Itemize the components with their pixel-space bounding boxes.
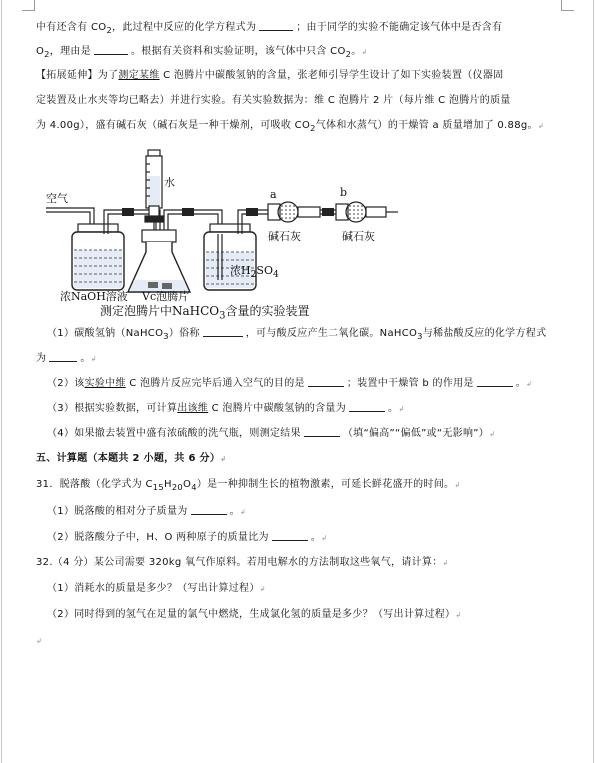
text-seg: SO: [256, 264, 273, 277]
question-4: [47, 426, 495, 441]
text-seg: ）俗称: [168, 328, 200, 339]
text-seg: （1）消耗水的质量是多少？（写出计算过程）: [47, 583, 260, 594]
text-seg: 浓H: [230, 264, 251, 277]
text-seg: H: [164, 479, 172, 490]
text-seg: 。根据有关资料和实验证明，该气体中只含 CO: [130, 46, 346, 57]
text-seg: 气体和水蒸气）的干燥管 a 质量增加了 0.88g。: [315, 120, 538, 131]
subscript: 2: [345, 49, 352, 59]
question-2: [47, 376, 532, 391]
text-seg: 与稀盐酸反应的化学方程式: [422, 328, 547, 339]
subscript: 3: [417, 331, 423, 341]
subscript: 4: [272, 269, 279, 281]
section-heading-5: [36, 452, 226, 466]
tube-clamp: [322, 208, 334, 216]
empty-paragraph: [36, 634, 42, 648]
answer-blank[interactable]: [304, 426, 340, 437]
page-frame-left: [1, 0, 2, 763]
text-seg: C 泡腾片中碳酸氢钠的含量为: [208, 403, 347, 414]
problem-32-q2: [47, 608, 462, 622]
subscript: 15: [152, 482, 164, 492]
subscript: 3: [163, 331, 169, 341]
problem-31: [36, 478, 460, 494]
subscript: 2: [106, 25, 113, 35]
text-seg: ，此过程中反应的化学方程式为: [112, 22, 257, 33]
answer-blank[interactable]: [203, 326, 243, 337]
text-seg: 测定泡腾片中NaHCO: [100, 304, 220, 318]
text-seg: 五、计算题（本题共 2 小题，共 6 分）: [36, 453, 221, 464]
text-seg: 。: [80, 353, 91, 364]
text-seg: （2）该: [47, 378, 85, 389]
paragraph-mark: ↲: [537, 122, 544, 130]
naoh-wash-bottle: [72, 224, 124, 290]
text-seg: C 泡腾片中碳酸氢钠的含量，张老师引导学生设计了如下实验装置（仪器固: [159, 70, 504, 81]
problem-32-q1: [47, 582, 266, 596]
text-line-2: [36, 44, 368, 61]
paragraph-mark: ↲: [526, 380, 533, 388]
text-line-1: [36, 20, 502, 37]
text-seg: ，理由是: [49, 46, 91, 57]
text-seg: （2）脱落酸分子中，H、O 两种原子的质量比为: [47, 532, 269, 543]
answer-blank[interactable]: [191, 504, 227, 515]
tube-a-label: a: [270, 188, 277, 201]
text-seg: 32.（4 分）某公司需要 320kg 氧气作原料。若用电解水的方法制取这些氧气，请计算：: [36, 557, 443, 568]
text-seg: O: [36, 46, 45, 57]
soda-lime-b-label: 碱石灰: [342, 230, 375, 243]
answer-blank[interactable]: [477, 376, 513, 387]
paragraph-mark: ↲: [398, 405, 405, 413]
problem-31-q1: [47, 504, 246, 519]
problem-32: [36, 556, 449, 570]
question-3: [47, 401, 405, 416]
text-seg: ）是一种抑制生长的植物激素，可延长鲜花盛开的时间。: [196, 479, 455, 490]
text-seg: 实验中维: [84, 378, 126, 389]
tube-clamp: [246, 208, 258, 216]
subscript: 3: [219, 310, 226, 322]
text-seg: C 泡腾片反应完毕后通入空气的目的是: [125, 378, 305, 389]
text-line-3: [36, 69, 503, 83]
question-1-line-1: [47, 326, 546, 343]
crop-mark-top-left: [22, 0, 35, 11]
text-seg: 为 4.00g），盛有碱石灰（碱石灰是一种干燥剂，可吸收 CO: [36, 120, 311, 131]
subscript: 2: [250, 269, 257, 281]
answer-blank[interactable]: [349, 401, 385, 412]
problem-31-q2: [47, 530, 327, 545]
conical-flask: [128, 230, 190, 292]
paragraph-mark: ↲: [220, 455, 227, 463]
paragraph-mark: ↲: [239, 508, 247, 516]
paragraph-mark: ↲: [361, 48, 368, 56]
paragraph-mark: ↲: [489, 430, 496, 438]
text-seg: 为: [36, 353, 47, 364]
tube-b-label: b: [340, 186, 348, 199]
paragraph-mark: ↲: [321, 534, 328, 542]
diagram-caption: [100, 302, 310, 321]
text-seg: （1）碳酸氢钠（NaHCO: [47, 328, 164, 339]
text-seg: 出该维: [177, 403, 209, 414]
drying-tube-a: [268, 202, 320, 222]
tube-clamp: [182, 208, 194, 216]
apparatus-diagram: [36, 140, 416, 320]
text-line-4: [36, 94, 511, 108]
text-seg: 定装置及止水夹等均已略去）并进行实验。有关实验数据为：维 C 泡腾片 2 片（每片维 C 泡腾片的质量: [36, 95, 511, 106]
answer-blank[interactable]: [94, 44, 128, 55]
soda-lime-a-label: 碱石灰: [268, 230, 301, 243]
text-seg: 中有还含有 CO: [36, 22, 107, 33]
air-label: 空气: [46, 192, 68, 205]
text-seg: 。: [515, 378, 527, 389]
paragraph-mark: ↲: [455, 611, 462, 619]
text-seg: ，可与酸反应产生二氧化碳。NaHCO: [245, 328, 418, 339]
text-seg: （1）脱落酸的相对分子质量为: [47, 506, 188, 517]
text-seg: （填“偏高”“偏低”或“无影响”）: [342, 428, 490, 439]
text-seg: 。: [351, 46, 362, 57]
text-seg: 。: [310, 532, 322, 543]
paragraph-mark: ↲: [442, 559, 449, 567]
text-seg: 含量的实验装置: [225, 304, 310, 318]
crop-mark-top-right: [561, 0, 574, 11]
text-seg: 【拓展延伸】为了: [36, 70, 119, 81]
text-seg: 31．脱落酸（化学式为 C: [36, 479, 153, 490]
text-seg: ；装置中干燥管 b 的作用是: [346, 378, 474, 389]
text-seg: （3）根据实验数据，可计算: [47, 403, 178, 414]
answer-blank[interactable]: [49, 351, 77, 362]
page-frame-right: [593, 0, 594, 763]
subscript: 4: [191, 482, 197, 492]
vc-tablet-label: Vc泡腾片: [142, 290, 190, 303]
answer-blank[interactable]: [272, 530, 308, 541]
paragraph-mark: ↲: [454, 481, 461, 489]
answer-blank[interactable]: [259, 20, 293, 31]
text-line-5: [36, 119, 544, 135]
paragraph-mark: ↲: [36, 637, 43, 645]
text-seg: （4）如果撤去装置中盛有浓硫酸的洗气瓶，则测定结果: [47, 428, 301, 439]
subscript: 2: [310, 123, 316, 133]
tube-clamp: [122, 208, 134, 216]
paragraph-mark: ↲: [90, 355, 97, 363]
water-label: 水: [164, 176, 175, 189]
answer-blank[interactable]: [308, 376, 344, 387]
subscript: 20: [171, 482, 184, 492]
h2so4-label: [230, 262, 279, 280]
subscript: 2: [44, 49, 50, 59]
question-1-line-2: [36, 351, 97, 366]
naoh-label: 浓NaOH溶液: [60, 290, 128, 303]
text-seg: （2）同时得到的氢气在足量的氯气中燃烧，生成氯化氢的质量是多少？（写出计算过程）: [47, 609, 456, 620]
text-seg: 测定某维: [118, 70, 160, 81]
paragraph-mark: ↲: [259, 585, 266, 593]
text-seg: O: [183, 479, 192, 490]
drying-tube-b: [336, 202, 398, 222]
text-seg: ；由于同学的实验不能确定该气体中是否含有: [296, 22, 503, 33]
text-seg: 。: [388, 403, 399, 414]
text-seg: 。: [229, 506, 240, 517]
